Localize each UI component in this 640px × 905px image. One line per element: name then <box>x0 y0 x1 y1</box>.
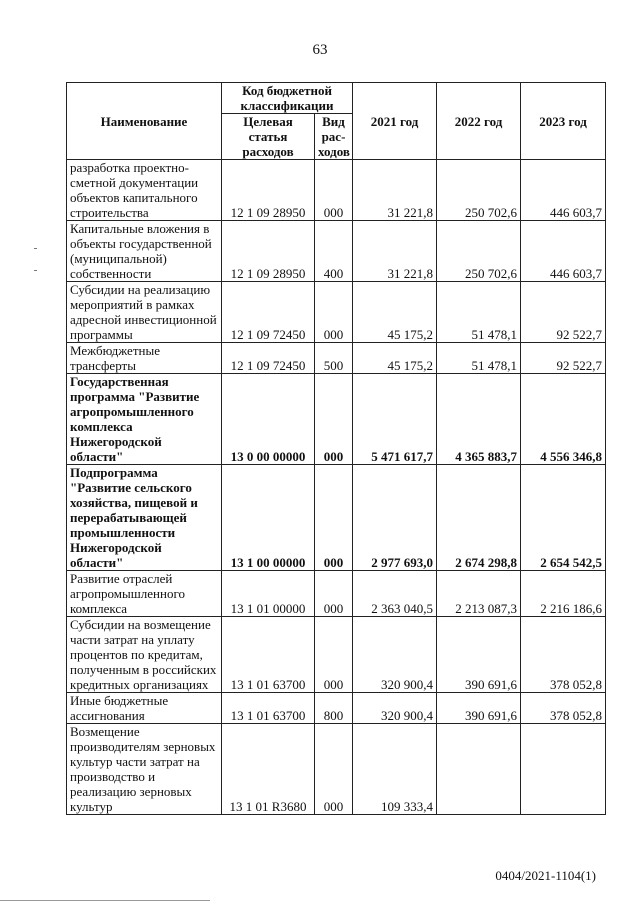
cell-name: Подпрограмма "Развитие сельского хозяйства, пищевой и перерабатывающей промышленности Нижегородской области" <box>67 465 222 571</box>
cell-name: Развитие отраслей агропромышленного комплекса <box>67 571 222 617</box>
cell-target-item: 13 1 01 63700 <box>222 617 315 693</box>
cell-name: Капитальные вложения в объекты государственной (муниципальной) собственности <box>67 221 222 282</box>
document-number: 0404/2021-1104(1) <box>495 868 596 883</box>
cell-target-item: 12 1 09 28950 <box>222 221 315 282</box>
cell-expense-type: 000 <box>315 374 353 465</box>
header-name: Наименование <box>67 83 222 160</box>
table-row <box>67 571 606 617</box>
cell-2023: 2 216 186,6 <box>521 571 606 617</box>
cell-expense-type: 000 <box>315 282 353 343</box>
cell-target-item: 13 1 01 63700 <box>222 693 315 724</box>
header-target-item: Целевая статья расходов <box>222 114 315 160</box>
cell-expense-type: 800 <box>315 693 353 724</box>
cell-2023: 92 522,7 <box>521 282 606 343</box>
table-row <box>67 282 606 343</box>
cell-expense-type: 400 <box>315 221 353 282</box>
cell-expense-type: 000 <box>315 617 353 693</box>
cell-name: Возмещение производителям зерновых культур части затрат на производство и реализацию зерновых культур <box>67 724 222 815</box>
cell-name: Межбюджетные трансферты <box>67 343 222 374</box>
cell-expense-type: 000 <box>315 571 353 617</box>
cell-name: Субсидии на реализацию мероприятий в рамках адресной инвестиционной программы <box>67 282 222 343</box>
cell-2023: 92 522,7 <box>521 343 606 374</box>
cell-name: Иные бюджетные ассигнования <box>67 693 222 724</box>
cell-2023: 446 603,7 <box>521 160 606 221</box>
cell-target-item: 12 1 09 28950 <box>222 160 315 221</box>
cell-name: Субсидии на возмещение части затрат на уплату процентов по кредитам, полученным в российских кредитных организациях <box>67 617 222 693</box>
table-header <box>67 83 606 160</box>
cell-2022: 2 674 298,8 <box>437 465 521 571</box>
table-row <box>67 465 606 571</box>
margin-mark <box>34 270 37 271</box>
cell-target-item: 12 1 09 72450 <box>222 282 315 343</box>
cell-2021: 5 471 617,7 <box>353 374 437 465</box>
cell-name: Государственная программа "Развитие агропромышленного комплекса Нижегородской области" <box>67 374 222 465</box>
header-expense-type: Вид рас-ходов <box>315 114 353 160</box>
table-row <box>67 374 606 465</box>
cell-2023: 378 052,8 <box>521 617 606 693</box>
cell-2023: 446 603,7 <box>521 221 606 282</box>
cell-name: разработка проектно-сметной документации объектов капитального строительства <box>67 160 222 221</box>
cell-2021: 31 221,8 <box>353 221 437 282</box>
cell-expense-type: 000 <box>315 160 353 221</box>
table-row <box>67 693 606 724</box>
header-year-2021: 2021 год <box>353 83 437 160</box>
cell-2022: 390 691,6 <box>437 693 521 724</box>
cell-2021: 320 900,4 <box>353 693 437 724</box>
header-budget-code: Код бюджетной классификации <box>222 83 353 114</box>
cell-2022: 2 213 087,3 <box>437 571 521 617</box>
cell-2022: 4 365 883,7 <box>437 374 521 465</box>
budget-table <box>66 82 606 815</box>
cell-2022 <box>437 724 521 815</box>
scan-line <box>0 900 210 901</box>
cell-target-item: 13 1 01 00000 <box>222 571 315 617</box>
header-year-2023: 2023 год <box>521 83 606 160</box>
cell-2021: 45 175,2 <box>353 282 437 343</box>
table-body <box>67 160 606 815</box>
cell-2022: 250 702,6 <box>437 221 521 282</box>
page-number: 63 <box>312 42 328 58</box>
cell-2022: 51 478,1 <box>437 343 521 374</box>
cell-expense-type: 000 <box>315 465 353 571</box>
cell-2021: 320 900,4 <box>353 617 437 693</box>
cell-2022: 51 478,1 <box>437 282 521 343</box>
cell-2023: 2 654 542,5 <box>521 465 606 571</box>
table-row <box>67 343 606 374</box>
cell-2022: 250 702,6 <box>437 160 521 221</box>
cell-target-item: 13 0 00 00000 <box>222 374 315 465</box>
table-row <box>67 617 606 693</box>
cell-target-item: 13 1 01 R3680 <box>222 724 315 815</box>
cell-2023: 4 556 346,8 <box>521 374 606 465</box>
table-row <box>67 160 606 221</box>
cell-2023 <box>521 724 606 815</box>
cell-2021: 31 221,8 <box>353 160 437 221</box>
margin-mark <box>34 248 37 249</box>
table-row <box>67 221 606 282</box>
cell-expense-type: 000 <box>315 724 353 815</box>
table-row <box>67 724 606 815</box>
cell-2021: 109 333,4 <box>353 724 437 815</box>
cell-2021: 45 175,2 <box>353 343 437 374</box>
cell-expense-type: 500 <box>315 343 353 374</box>
cell-target-item: 12 1 09 72450 <box>222 343 315 374</box>
header-year-2022: 2022 год <box>437 83 521 160</box>
cell-2021: 2 977 693,0 <box>353 465 437 571</box>
cell-2023: 378 052,8 <box>521 693 606 724</box>
cell-target-item: 13 1 00 00000 <box>222 465 315 571</box>
cell-2022: 390 691,6 <box>437 617 521 693</box>
cell-2021: 2 363 040,5 <box>353 571 437 617</box>
